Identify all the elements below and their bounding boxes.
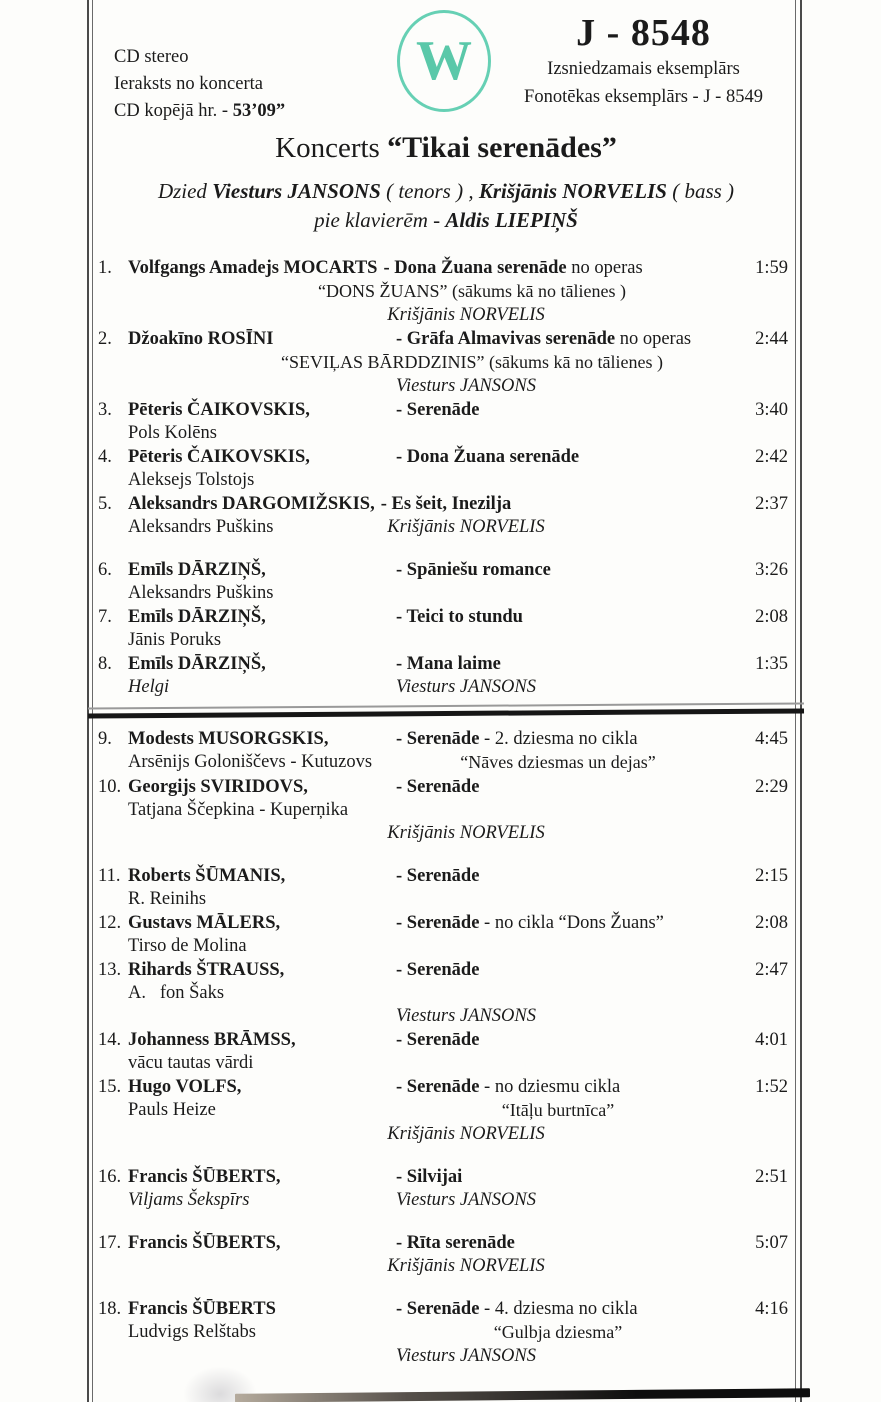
track-title (396, 865, 733, 888)
track-list (98, 257, 794, 1368)
catalog-number: J - 8548 (576, 12, 711, 54)
track-title-bold: - Spāniešu romance (396, 560, 551, 580)
track-composer: Gustavs MĀLERS, (128, 913, 281, 933)
track-detail-row (98, 676, 794, 699)
track-number: 10. (98, 777, 122, 797)
track-main-row (98, 653, 794, 676)
track-singer: Viesturs JANSONS (396, 1346, 536, 1366)
track-detail-row (98, 799, 794, 822)
track-title-rest: - 4. dziesma no cikla (479, 1299, 638, 1319)
track-number: 7. (98, 607, 112, 627)
track-main-row (98, 328, 794, 351)
track-lyricist: Tatjana Ščepkina - Kuperņika (128, 800, 349, 820)
track-title (396, 559, 733, 582)
track-number: 11. (98, 866, 121, 886)
track-composer: Džoakīno ROSĪNI (128, 329, 274, 349)
track-subtitle: “Nāves dziesmas un dejas” (460, 752, 656, 772)
catalog-line2: Fonotēkas eksemplārs - J - 8549 (524, 87, 763, 107)
track-detail-row (98, 629, 794, 652)
pianist-name: Aldis LIEPIŅŠ (445, 208, 578, 232)
track-lyricist: A. fon Šaks (128, 983, 225, 1003)
track-number: 2. (98, 329, 112, 349)
track-number: 5. (98, 494, 112, 514)
track-lyricist: Aleksejs Tolstojs (128, 470, 255, 490)
track-lyricist: Pols Kolēns (128, 423, 217, 443)
right-border-outer (800, 0, 802, 1402)
track-entry (98, 446, 794, 492)
track-singer: Viesturs JANSONS (396, 376, 536, 396)
right-border-inner (795, 0, 796, 1402)
track-composer: Modests MUSORGSKIS, (128, 729, 329, 749)
track-title-bold: - Serenāde (396, 1299, 480, 1319)
track-entry (98, 328, 794, 398)
track-title-bold: - Serenāde (396, 777, 480, 797)
track-title-bold: - Grāfa Almavivas serenāde (396, 329, 616, 349)
left-border-outer (87, 0, 89, 1402)
track-title (396, 606, 733, 629)
performers-dzied: Dzied (157, 179, 213, 203)
track-title (396, 328, 733, 351)
track-number: 12. (98, 913, 122, 933)
track-title-bold: - Silvijai (396, 1167, 463, 1187)
track-subtitle: “Gulbja dziesma” (493, 1322, 623, 1342)
track-singer-row (98, 304, 794, 327)
track-title (383, 257, 733, 280)
track-number: 18. (98, 1299, 122, 1319)
track-time: 2:44 (755, 329, 788, 349)
track-title-bold: - Rīta serenāde (396, 1233, 515, 1253)
track-composer: Volfgangs Amadejs MOCARTS (128, 258, 378, 278)
track-composer: Emīls DĀRZIŅŠ, (128, 654, 266, 674)
track-detail-row (98, 516, 794, 539)
track-title-rest: - no cikla “Dons Žuans” (479, 913, 664, 933)
track-time: 1:59 (755, 258, 788, 278)
track-title (396, 1232, 733, 1255)
track-title-bold: - Es šeit, Inezilja (380, 494, 512, 514)
track-subtitle: “DONS ŽUANS” (sākums kā no tālienes ) (318, 281, 626, 301)
track-number: 15. (98, 1077, 122, 1097)
cd-info-line2: Ieraksts no koncerta (114, 74, 263, 94)
track-title (396, 399, 733, 422)
track-composer: Pēteris ČAIKOVSKIS, (128, 447, 310, 467)
track-title-bold: - Teici to stundu (396, 607, 523, 627)
track-singer-row (98, 1005, 794, 1028)
track-lyricist: Tirso de Molina (128, 936, 247, 956)
track-entry (98, 1166, 794, 1212)
track-detail-row (98, 1321, 794, 1345)
performers-line2 (98, 206, 794, 235)
track-detail-row (98, 1189, 794, 1212)
track-main-row (98, 1029, 794, 1052)
track-time: 2:47 (755, 960, 788, 980)
track-lyricist: Jānis Poruks (128, 630, 222, 650)
track-main-row (98, 257, 794, 280)
track-detail-row (98, 751, 794, 775)
track-title-rest: - 2. dziesma no cikla (479, 729, 638, 749)
track-composer: Francis ŠŪBERTS (128, 1299, 276, 1319)
track-detail-row (98, 982, 794, 1005)
logo-block (397, 10, 493, 125)
track-entry (98, 606, 794, 652)
page-content (98, 8, 794, 1369)
track-detail-row (98, 582, 794, 605)
track-number: 6. (98, 560, 112, 580)
track-title-bold: - Serenāde (396, 729, 480, 749)
performers-block (98, 177, 794, 235)
track-singer-row (98, 1345, 794, 1368)
track-entry (98, 653, 794, 699)
track-composer: Pēteris ČAIKOVSKIS, (128, 400, 310, 420)
track-main-row (98, 1166, 794, 1189)
cd-info-line3 (114, 98, 369, 125)
cd-info-line1: CD stereo (114, 47, 189, 67)
track-number: 14. (98, 1030, 122, 1050)
track-title (396, 1298, 733, 1321)
track-detail-row (98, 351, 794, 375)
w-stamp-icon (397, 10, 491, 112)
track-time: 1:35 (755, 654, 788, 674)
track-time: 2:51 (755, 1167, 788, 1187)
track-singer: Viesturs JANSONS (396, 677, 536, 697)
w-stamp-letter: W (416, 30, 472, 92)
track-entry (98, 1298, 794, 1368)
concert-title-main: “Tikai serenādes” (387, 131, 617, 164)
track-number: 8. (98, 654, 112, 674)
track-time: 2:29 (755, 777, 788, 797)
track-composer: Aleksandrs DARGOMIŽSKIS, (128, 494, 375, 514)
track-composer: Georgijs SVIRIDOVS, (128, 777, 308, 797)
track-number: 17. (98, 1233, 122, 1253)
track-number: 1. (98, 258, 112, 278)
track-detail-row (98, 469, 794, 492)
track-composer: Hugo VOLFS, (128, 1077, 242, 1097)
track-singer: Viesturs JANSONS (396, 1190, 536, 1210)
track-singer-row (98, 375, 794, 398)
track-title (396, 959, 733, 982)
track-title-bold: - Serenāde (396, 866, 480, 886)
track-number: 13. (98, 960, 122, 980)
track-entry (98, 728, 794, 775)
track-title (396, 653, 733, 676)
track-title (396, 1029, 733, 1052)
track-composer: Roberts ŠŪMANIS, (128, 866, 286, 886)
track-time: 2:42 (755, 447, 788, 467)
track-time: 3:40 (755, 400, 788, 420)
section-divider (88, 703, 804, 719)
cd-duration-value: 53’09” (232, 101, 286, 121)
track-main-row (98, 493, 794, 516)
track-singer: Krišjānis NORVELIS (387, 517, 545, 537)
track-detail-row (98, 1052, 794, 1075)
track-composer: Rihards ŠTRAUSS, (128, 960, 285, 980)
track-title (381, 493, 733, 516)
track-lyricist: Ludvigs Relštabs (128, 1322, 256, 1342)
track-main-row (98, 776, 794, 799)
track-title-bold: - Serenāde (396, 960, 480, 980)
track-singer: Viesturs JANSONS (396, 1006, 536, 1026)
track-title-bold: - Dona Žuana serenāde (383, 258, 567, 278)
track-main-row (98, 446, 794, 469)
track-entry (98, 1029, 794, 1075)
track-title-bold: - Serenāde (396, 1077, 480, 1097)
left-border-inner (92, 0, 93, 1402)
track-number: 4. (98, 447, 112, 467)
track-composer: Johanness BRĀMSS, (128, 1030, 296, 1050)
track-detail-row (98, 422, 794, 445)
track-main-row (98, 1076, 794, 1099)
track-composer: Emīls DĀRZIŅŠ, (128, 560, 266, 580)
track-time: 4:01 (755, 1030, 788, 1050)
bass-role: ( bass ) (666, 179, 735, 203)
track-composer: Emīls DĀRZIŅŠ, (128, 607, 266, 627)
track-subtitle: “Itāļu burtnīca” (501, 1100, 615, 1120)
track-title (396, 776, 733, 799)
track-composer: Francis ŠŪBERTS, (128, 1233, 281, 1253)
track-singer-row (98, 1255, 794, 1278)
track-main-row (98, 865, 794, 888)
track-number: 16. (98, 1167, 122, 1187)
track-main-row (98, 959, 794, 982)
track-title-bold: - Serenāde (396, 1030, 480, 1050)
track-time: 4:45 (755, 729, 788, 749)
track-lyricist: Arsēnijs Goloniščevs - Kutuzovs (128, 752, 373, 772)
track-title-rest: no operas (615, 329, 692, 349)
track-title-bold: - Serenāde (396, 913, 480, 933)
track-entry (98, 959, 794, 1028)
track-main-row (98, 1298, 794, 1321)
track-lyricist: Pauls Heize (128, 1100, 216, 1120)
track-lyricist: vācu tautas vārdi (128, 1053, 254, 1073)
track-main-row (98, 606, 794, 629)
track-title-rest: - no dziesmu cikla (479, 1077, 621, 1097)
tenor-role: ( tenors ) , (380, 179, 479, 203)
track-title (396, 728, 733, 751)
track-lyricist: R. Reinihs (128, 889, 207, 909)
track-singer: Krišjānis NORVELIS (387, 823, 545, 843)
cd-duration-label: CD kopējā hr. - (114, 101, 233, 121)
track-detail-row (98, 888, 794, 911)
track-main-row (98, 912, 794, 935)
track-title (396, 912, 733, 935)
track-title-bold: - Dona Žuana serenāde (396, 447, 580, 467)
track-entry (98, 912, 794, 958)
track-time: 2:15 (755, 866, 788, 886)
track-lyricist: Aleksandrs Puškins (128, 517, 274, 537)
track-entry (98, 257, 794, 327)
track-singer: Krišjānis NORVELIS (387, 1256, 545, 1276)
track-main-row (98, 1232, 794, 1255)
track-title-bold: - Mana laime (396, 654, 501, 674)
track-time: 2:08 (755, 607, 788, 627)
track-lyricist: Helgi (128, 677, 170, 697)
track-main-row (98, 728, 794, 751)
track-title (396, 1166, 733, 1189)
track-subtitle: “SEVIĻAS BĀRDDZINIS” (sākums kā no tālienes ) (281, 352, 663, 372)
header (98, 8, 794, 125)
track-time: 2:37 (755, 494, 788, 514)
track-singer: Krišjānis NORVELIS (387, 1124, 545, 1144)
track-singer: Krišjānis NORVELIS (387, 305, 545, 325)
track-detail-row (98, 1099, 794, 1123)
concert-title-prefix: Koncerts (275, 132, 388, 164)
track-title-rest: no operas (566, 258, 643, 278)
track-composer: Francis ŠŪBERTS, (128, 1167, 281, 1187)
scan-bottom-edge (235, 1388, 810, 1402)
track-time: 5:07 (755, 1233, 788, 1253)
track-lyricist: Viljams Šekspīrs (128, 1190, 250, 1210)
track-entry (98, 776, 794, 845)
track-singer-row (98, 1123, 794, 1146)
track-detail-row (98, 935, 794, 958)
track-entry (98, 559, 794, 605)
track-entry (98, 1076, 794, 1146)
track-title-bold: - Serenāde (396, 400, 480, 420)
track-singer-row (98, 822, 794, 845)
catalog-line1: Izsniedzamais eksemplārs (547, 59, 740, 79)
track-number: 3. (98, 400, 112, 420)
track-main-row (98, 399, 794, 422)
tenor-name: Viesturs JANSONS (212, 179, 381, 203)
track-time: 1:52 (755, 1077, 788, 1097)
track-entry (98, 1232, 794, 1278)
track-number: 9. (98, 729, 112, 749)
track-detail-row (98, 280, 794, 304)
cd-info-block (98, 44, 369, 125)
performers-line1 (98, 177, 794, 206)
piano-label: pie klavierēm - (314, 208, 446, 232)
track-main-row (98, 559, 794, 582)
track-time: 3:26 (755, 560, 788, 580)
track-lyricist: Aleksandrs Puškins (128, 583, 274, 603)
track-title (396, 1076, 733, 1099)
track-entry (98, 865, 794, 911)
track-entry (98, 399, 794, 445)
concert-title (98, 131, 794, 165)
bass-name: Krišjānis NORVELIS (478, 179, 667, 203)
track-title (396, 446, 733, 469)
track-time: 2:08 (755, 913, 788, 933)
section-divider-thick-line (88, 709, 804, 719)
track-time: 4:16 (755, 1299, 788, 1319)
catalog-block (493, 12, 794, 125)
track-entry (98, 493, 794, 539)
